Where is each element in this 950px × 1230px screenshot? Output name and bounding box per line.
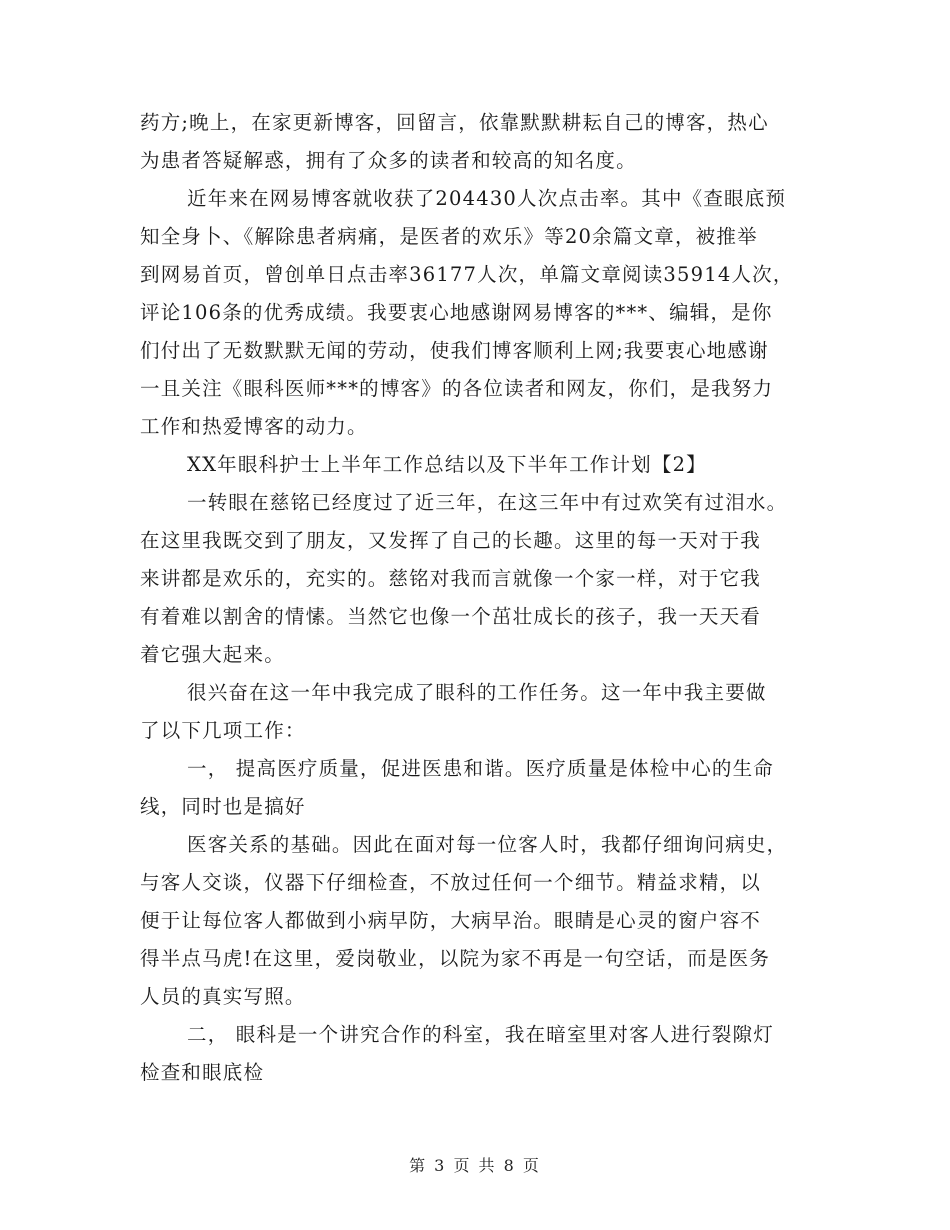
text-line: 与客人交谈，仪器下仔细检查，不放过任何一个细节。精益求精，以	[140, 871, 762, 894]
paragraph-start: 一转眼在慈铭已经度过了近三年，在这三年中有过欢笑有过泪水。	[187, 491, 788, 514]
text-line: 知全身卜、《解除患者病痛，是医者的欢乐》等20余篇文章，被推举	[140, 225, 758, 248]
text-line: 一且关注《眼科医师***的博客》的各位读者和网友，你们，是我努力	[140, 377, 774, 400]
text-line: 着它强大起来。	[140, 643, 285, 666]
text-line: 得半点马虎!在这里，爱岗敬业，以院为家不再是一句空话，而是医务	[140, 947, 771, 970]
text-line: 药方;晚上，在家更新博客，回留言，依靠默默耕耘自己的博客，热心	[140, 111, 769, 134]
page-number-footer: 第 3 页 共 8 页	[409, 1156, 541, 1175]
text-line: 便于让每位客人都做到小病早防，大病早治。眼睛是心灵的窗户容不	[140, 909, 762, 932]
paragraph-start: 二， 眼科是一个讲究合作的科室，我在暗室里对客人进行裂隙灯	[187, 1023, 774, 1046]
paragraph-start: 近年来在网易博客就收获了204430人次点击率。其中《查眼底预	[187, 187, 787, 210]
document-body	[140, 104, 820, 1092]
text-line: 检查和眼底检	[140, 1061, 265, 1084]
text-line: 工作和热爱博客的动力。	[140, 415, 368, 438]
text-line: 为患者答疑解惑，拥有了众多的读者和较高的知名度。	[140, 149, 637, 172]
text-line: 线，同时也是搞好	[140, 795, 306, 818]
text-line: 有着难以割舍的情愫。当然它也像一个茁壮成长的孩子，我一天天看	[140, 605, 762, 628]
text-line: 评论106条的优秀成绩。我要衷心地感谢网易博客的***、编辑，是你	[140, 301, 773, 324]
text-line: 人员的真实写照。	[140, 985, 306, 1008]
text-line: 来讲都是欢乐的，充实的。慈铭对我而言就像一个家一样，对于它我	[140, 567, 762, 590]
text-line: 们付出了无数默默无闻的劳动，使我们博客顺利上网;我要衷心地感谢	[140, 339, 769, 362]
paragraph-start: 很兴奋在这一年中我完成了眼科的工作任务。这一年中我主要做	[187, 681, 767, 704]
text-line: 在这里我既交到了朋友，又发挥了自己的长趣。这里的每一天对于我	[140, 529, 762, 552]
text-line: 到网易首页，曾创单日点击率36177人次，单篇文章阅读35914人次，	[140, 263, 794, 286]
section-heading: XX年眼科护士上半年工作总结以及下半年工作计划【2】	[187, 453, 707, 476]
paragraph-start: 医客关系的基础。因此在面对每一位客人时，我都仔细询问病史，	[187, 833, 788, 856]
paragraph-start: 一， 提高医疗质量，促进医患和谐。医疗质量是体检中心的生命	[187, 757, 774, 780]
text-line: 了以下几项工作：	[140, 719, 306, 742]
